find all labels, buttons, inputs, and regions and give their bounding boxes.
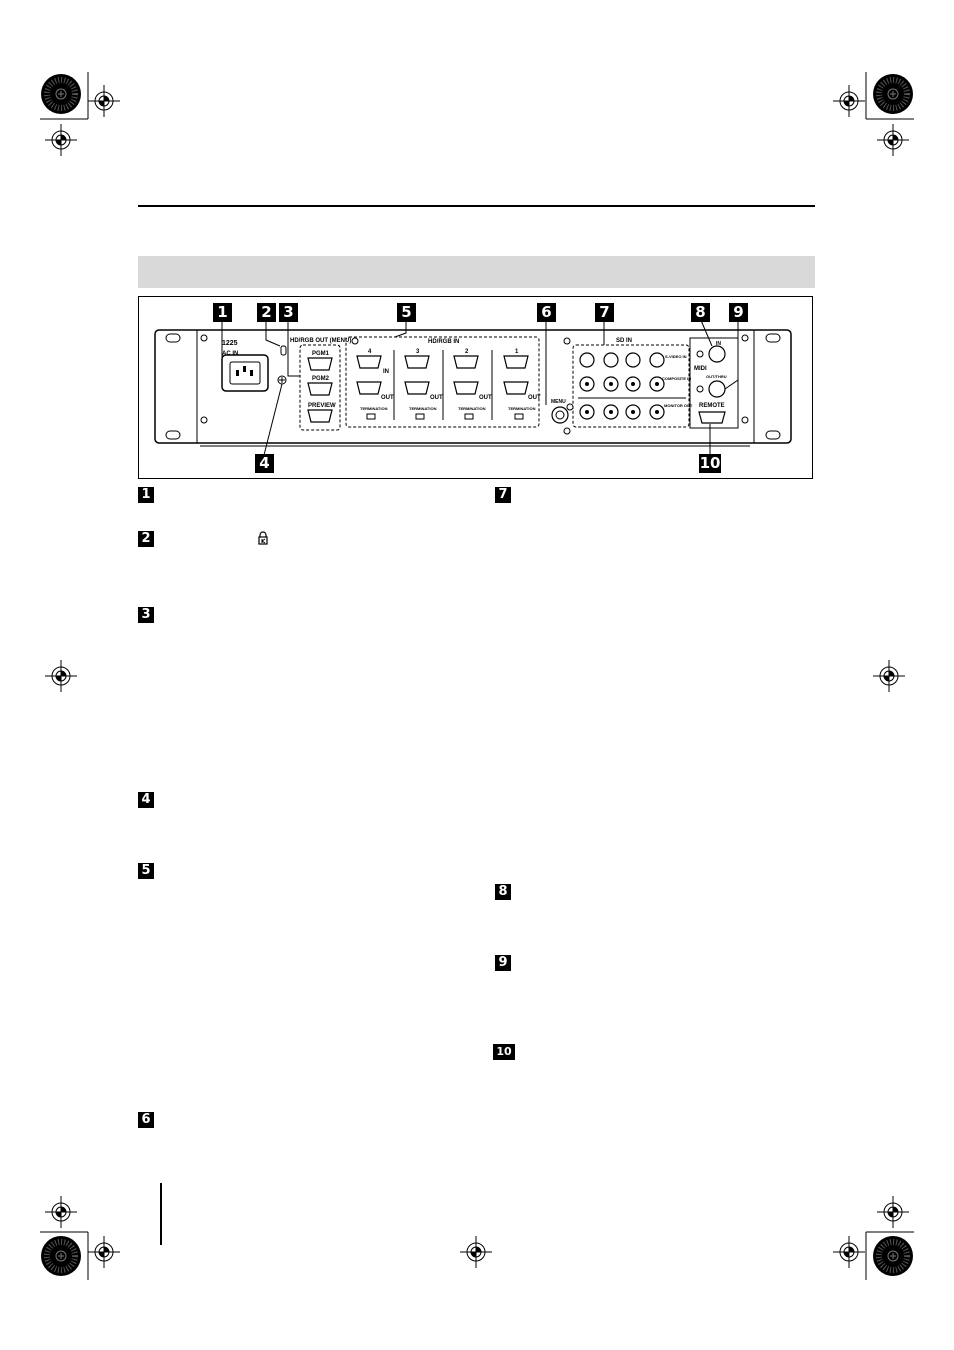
label-out: OUT xyxy=(479,395,492,401)
label-out: OUT xyxy=(381,395,394,401)
label-termination: TERMINATION xyxy=(409,406,437,411)
label-menu: MENU xyxy=(551,399,566,405)
label-composite-in: COMPOSITE IN xyxy=(662,376,692,381)
item-marker-2: 2 xyxy=(138,531,154,547)
item-marker-10: 10 xyxy=(493,1044,515,1060)
callout-1: 1 xyxy=(213,303,232,322)
label-preview: PREVIEW xyxy=(308,403,336,409)
callout-4: 4 xyxy=(255,454,274,473)
item-marker-9: 9 xyxy=(495,955,511,971)
label-midi: MIDI xyxy=(694,366,707,372)
label-remote: REMOTE xyxy=(699,403,725,409)
item-marker-8: 8 xyxy=(495,884,511,900)
label-termination: TERMINATION xyxy=(360,406,388,411)
item-marker-1: 1 xyxy=(138,487,154,503)
label-pgm2: PGM2 xyxy=(312,376,330,382)
label-monitor-out: MONITOR OUT xyxy=(664,403,693,408)
callout-6: 6 xyxy=(537,303,556,322)
callout-2: 2 xyxy=(257,303,276,322)
label-ac-in: AC IN xyxy=(222,351,239,357)
item-marker-3: 3 xyxy=(138,607,154,623)
callout-7: 7 xyxy=(595,303,614,322)
label-in: IN xyxy=(383,369,389,375)
callout-9: 9 xyxy=(729,303,748,322)
label-out: OUT xyxy=(528,395,541,401)
page-margin-rule xyxy=(160,1183,162,1245)
callout-8: 8 xyxy=(691,303,710,322)
label-termination: TERMINATION xyxy=(508,406,536,411)
label-pgm1: PGM1 xyxy=(312,351,330,357)
label-sd-in: SD IN xyxy=(616,338,633,344)
item-marker-6: 6 xyxy=(138,1112,154,1128)
label-termination: TERMINATION xyxy=(458,406,486,411)
kensington-lock-icon xyxy=(258,531,268,545)
label-ch1: 1 xyxy=(515,349,519,355)
label-ch3: 3 xyxy=(416,349,420,355)
label-ch4: 4 xyxy=(368,349,372,355)
item-marker-4: 4 xyxy=(138,792,154,808)
callout-5: 5 xyxy=(397,303,416,322)
label-svideo-in: S-VIDEO IN xyxy=(665,354,687,359)
label-out: OUT xyxy=(430,395,443,401)
callout-10: 10 xyxy=(699,454,721,472)
item-marker-7: 7 xyxy=(495,487,511,503)
label-model: 1225 xyxy=(222,340,238,347)
item-marker-5: 5 xyxy=(138,863,154,879)
label-hd-rgb-out: HD/RGB OUT (MENU) xyxy=(290,338,352,344)
label-hd-rgb-in: HD/RGB IN xyxy=(428,339,460,345)
label-ch2: 2 xyxy=(465,349,469,355)
callout-3: 3 xyxy=(279,303,298,322)
label-out-thru: OUT/THRU xyxy=(706,374,727,379)
label-midi-in: IN xyxy=(716,341,721,347)
